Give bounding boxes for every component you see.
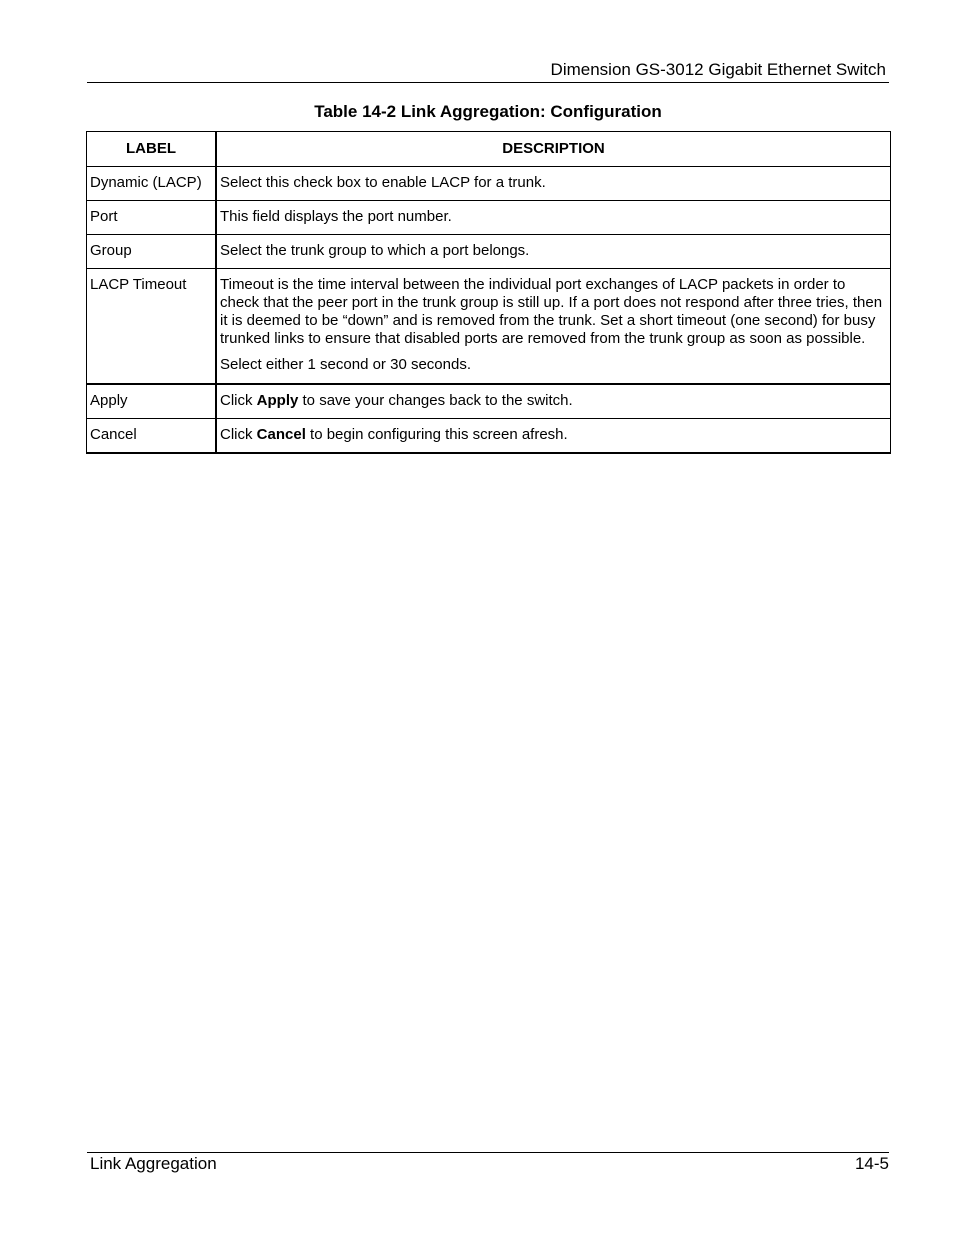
footer-page-number: 14-5	[854, 1154, 889, 1173]
row-label: Dynamic (LACP)	[87, 167, 217, 201]
configuration-table	[86, 131, 891, 454]
table-row	[87, 235, 891, 269]
description-paragraph: Select either 1 second or 30 seconds.	[220, 356, 471, 373]
table-row	[87, 419, 891, 454]
table-row	[87, 201, 891, 235]
row-label: LACP Timeout	[87, 269, 217, 385]
description-bold-term: Cancel	[256, 426, 306, 443]
row-label: Port	[87, 201, 217, 235]
column-header-label: LABEL	[87, 132, 217, 167]
row-description	[216, 419, 891, 454]
footer-rule	[87, 1152, 889, 1153]
row-label: Group	[87, 235, 217, 269]
description-paragraph: Timeout is the time interval between the individual port exchanges of LACP packets in order to check that the peer port in the trunk group is still up. If a port does not respond after three tries, then it is deemed to be “down” and is removed from the trunk. Set a short timeout (one second) for busy trunked links to ensure that disabled ports are removed from the trunk group as soon as possible.	[220, 276, 883, 347]
row-description: This field displays the port number.	[216, 201, 891, 235]
header-rule	[87, 82, 889, 83]
description-text: to begin configuring this screen afresh.	[305, 426, 568, 443]
row-description: Select the trunk group to which a port belongs.	[216, 235, 891, 269]
running-header-title: Dimension GS-3012 Gigabit Ethernet Switch	[550, 60, 886, 79]
row-description	[216, 269, 891, 385]
description-text: Click	[220, 426, 257, 443]
row-label: Cancel	[87, 419, 217, 454]
description-text: to save your changes back to the switch.	[298, 392, 573, 409]
description-text: Click	[220, 392, 257, 409]
table-header-row	[87, 132, 891, 167]
row-description: Select this check box to enable LACP for a trunk.	[216, 167, 891, 201]
table-row	[87, 167, 891, 201]
table-caption: Table 14-2 Link Aggregation: Configuration	[314, 102, 662, 121]
row-description	[216, 384, 891, 419]
column-header-description: DESCRIPTION	[216, 132, 891, 167]
table-row	[87, 269, 891, 385]
row-label: Apply	[87, 384, 217, 419]
table-row	[87, 384, 891, 419]
footer-section-name: Link Aggregation	[90, 1154, 217, 1173]
description-bold-term: Apply	[256, 392, 299, 409]
